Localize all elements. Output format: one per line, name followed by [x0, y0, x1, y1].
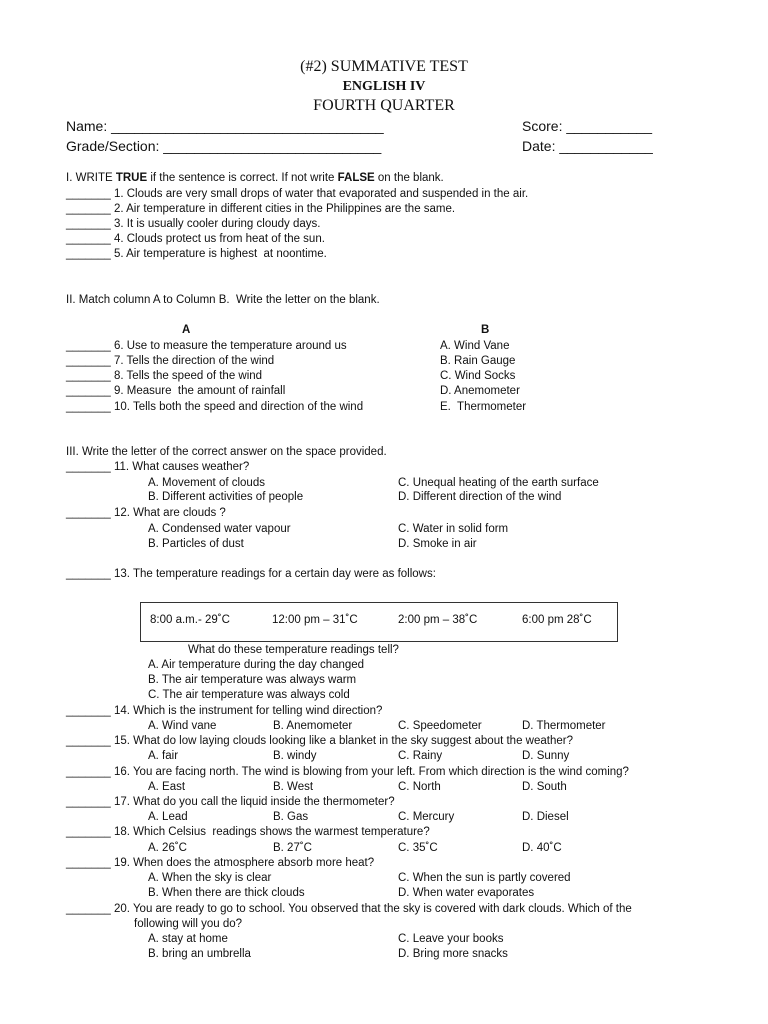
q13-option-a: A. Air temperature during the day changed: [148, 659, 365, 671]
reading-8am: 8:00 a.m.- 29˚C: [150, 614, 230, 626]
part1-instruction-post: on the blank.: [374, 172, 444, 184]
q14-option-a: A. Wind vane: [148, 720, 217, 732]
q19-option-c: C. When the sun is partly covered: [398, 872, 571, 884]
part1-item-5: _______ 5. Air temperature is highest at noontime.: [66, 248, 327, 260]
q19-option-b: B. When there are thick clouds: [148, 887, 305, 899]
match-item-6: _______ 6. Use to measure the temperature around us: [66, 340, 347, 352]
q16-option-d: D. South: [522, 781, 567, 793]
question-11: _______ 11. What causes weather?: [66, 461, 250, 473]
q11-option-c: C. Unequal heating of the earth surface: [398, 477, 599, 489]
choice-wind-socks: C. Wind Socks: [440, 370, 516, 382]
q17-option-a: A. Lead: [148, 811, 188, 823]
choice-anemometer: D. Anemometer: [440, 385, 520, 397]
part1-instruction: [66, 172, 444, 184]
column-a-header: A: [182, 324, 191, 336]
choice-rain-gauge: B. Rain Gauge: [440, 355, 516, 367]
q11-option-d: D. Different direction of the wind: [398, 491, 562, 503]
q17-option-b: B. Gas: [273, 811, 309, 823]
question-14: _______ 14. Which is the instrument for telling wind direction?: [66, 705, 383, 717]
part1-instruction-mid: if the sentence is correct. If not write: [147, 172, 338, 184]
part2-instruction: II. Match column A to Column B. Write the letter on the blank.: [66, 294, 380, 306]
choice-wind-vane: A. Wind Vane: [440, 340, 510, 352]
test-title: (#2) SUMMATIVE TEST: [300, 58, 468, 75]
q13-option-c: C. The air temperature was always cold: [148, 689, 350, 701]
test-quarter: FOURTH QUARTER: [313, 97, 455, 114]
q13-option-b: B. The air temperature was always warm: [148, 674, 357, 686]
q15-option-c: C. Rainy: [398, 750, 443, 762]
part1-item-2: _______ 2. Air temperature in different cities in the Philippines are the same.: [66, 203, 456, 215]
part1-item-1: _______ 1. Clouds are very small drops of water that evaporated and suspended in the air.: [66, 188, 529, 200]
q16-option-a: A. East: [148, 781, 186, 793]
q17-option-d: D. Diesel: [522, 811, 569, 823]
question-19: _______ 19. When does the atmosphere absorb more heat?: [66, 857, 375, 869]
question-20: _______ 20. You are ready to go to school. You observed that the sky is covered with dark clouds. Which of the: [66, 903, 632, 915]
q16-option-c: C. North: [398, 781, 441, 793]
true-keyword: TRUE: [115, 172, 148, 184]
q17-option-c: C. Mercury: [398, 811, 455, 823]
q12-option-c: C. Water in solid form: [398, 523, 509, 535]
score-field: Score: ___________: [522, 118, 652, 134]
q14-option-d: D. Thermometer: [522, 720, 606, 732]
question-15: _______ 15. What do low laying clouds looking like a blanket in the sky suggest about the weather?: [66, 735, 573, 747]
part1-item-3: _______ 3. It is usually cooler during cloudy days.: [66, 218, 321, 230]
column-b-header: B: [481, 324, 490, 336]
reading-2pm: 2:00 pm – 38˚C: [398, 614, 478, 626]
q12-option-a: A. Condensed water vapour: [148, 523, 291, 535]
q20-option-a: A. stay at home: [148, 933, 228, 945]
name-field: Name: ___________________________________: [66, 118, 384, 134]
question-17: _______ 17. What do you call the liquid inside the thermometer?: [66, 796, 395, 808]
match-item-9: _______ 9. Measure the amount of rainfall: [66, 385, 286, 397]
question-12: _______ 12. What are clouds ?: [66, 507, 226, 519]
test-subject: ENGLISH IV: [342, 79, 426, 94]
match-item-7: _______ 7. Tells the direction of the wind: [66, 355, 275, 367]
part1-item-4: _______ 4. Clouds protect us from heat of the sun.: [66, 233, 325, 245]
q16-option-b: B. West: [273, 781, 314, 793]
q11-option-b: B. Different activities of people: [148, 491, 304, 503]
date-field: Date: ____________: [522, 138, 653, 154]
q20-option-d: D. Bring more snacks: [398, 948, 508, 960]
part1-instruction-pre: I. WRITE: [66, 172, 116, 184]
question-16: _______ 16. You are facing north. The wind is blowing from your left. From which direction is the wind coming?: [66, 766, 629, 778]
question-13: _______ 13. The temperature readings for a certain day were as follows:: [66, 568, 436, 580]
grade-section-field: Grade/Section: ____________________________: [66, 138, 382, 154]
q15-option-d: D. Sunny: [522, 750, 570, 762]
q20-option-c: C. Leave your books: [398, 933, 504, 945]
q11-option-a: A. Movement of clouds: [148, 477, 265, 489]
q12-option-d: D. Smoke in air: [398, 538, 477, 550]
q13-subquestion: What do these temperature readings tell?: [188, 644, 399, 656]
reading-12pm: 12:00 pm – 31˚C: [272, 614, 358, 626]
q19-option-a: A. When the sky is clear: [148, 872, 272, 884]
q14-option-c: C. Speedometer: [398, 720, 482, 732]
part3-instruction: III. Write the letter of the correct answer on the space provided.: [66, 446, 387, 458]
q20-option-b: B. bring an umbrella: [148, 948, 251, 960]
q15-option-a: A. fair: [148, 750, 179, 762]
q18-option-a: A. 26˚C: [148, 842, 187, 854]
q18-option-d: D. 40˚C: [522, 842, 562, 854]
q18-option-b: B. 27˚C: [273, 842, 312, 854]
q12-option-b: B. Particles of dust: [148, 538, 244, 550]
match-item-8: _______ 8. Tells the speed of the wind: [66, 370, 263, 382]
match-item-10: _______ 10. Tells both the speed and direction of the wind: [66, 401, 364, 413]
q14-option-b: B. Anemometer: [273, 720, 353, 732]
question-18: _______ 18. Which Celsius readings shows the warmest temperature?: [66, 826, 430, 838]
question-20-continued: following will you do?: [134, 918, 243, 930]
reading-6pm: 6:00 pm 28˚C: [522, 614, 592, 626]
q18-option-c: C. 35˚C: [398, 842, 438, 854]
q15-option-b: B. windy: [273, 750, 317, 762]
false-keyword: FALSE: [337, 172, 375, 184]
choice-thermometer: E. Thermometer: [440, 401, 527, 413]
q19-option-d: D. When water evaporates: [398, 887, 535, 899]
